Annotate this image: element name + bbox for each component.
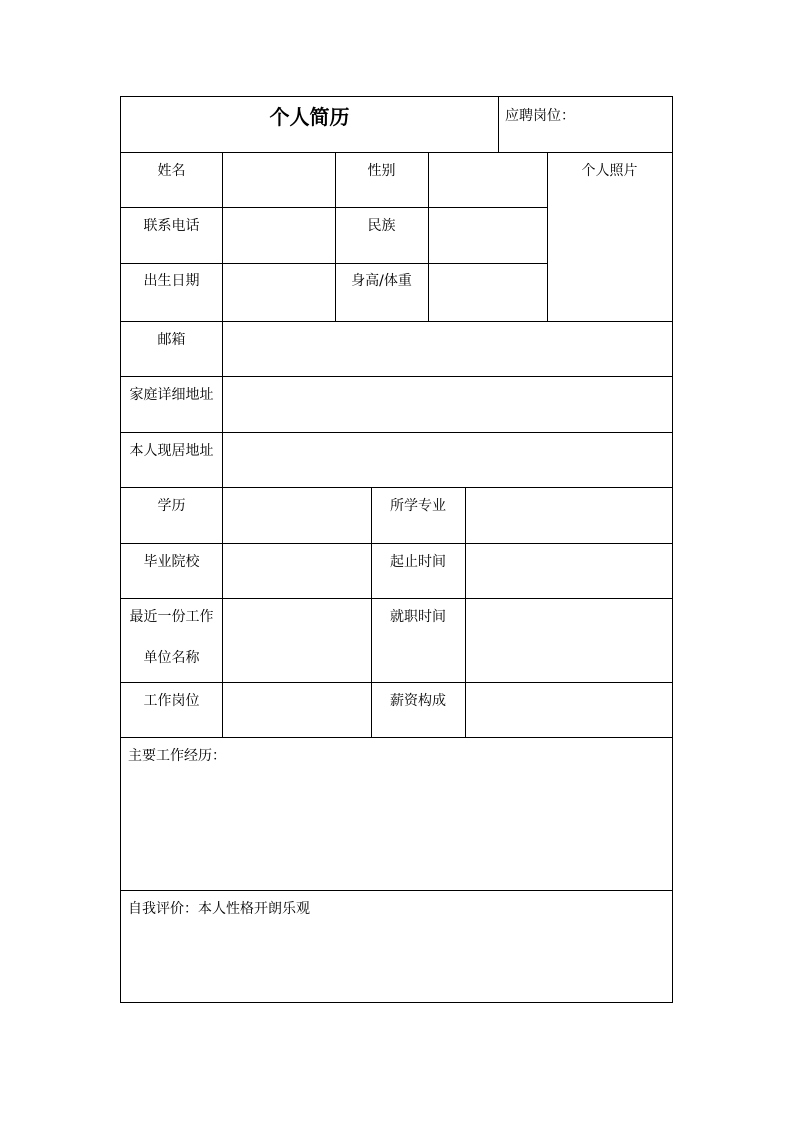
birthdate-field[interactable] — [223, 264, 335, 321]
phone-label: 联系电话 — [143, 218, 200, 234]
home-address-field[interactable] — [223, 377, 672, 432]
recent-employer-label-line1: 最近一份工作 — [129, 609, 214, 625]
birthdate-label: 出生日期 — [143, 273, 200, 289]
school-field[interactable] — [223, 544, 371, 598]
job-position-field[interactable] — [223, 683, 371, 737]
work-experience-label: 主要工作经历： — [128, 748, 226, 764]
home-address-label: 家庭详细地址 — [129, 387, 214, 403]
height-weight-field[interactable] — [429, 264, 547, 321]
phone-field[interactable] — [223, 208, 335, 263]
major-label: 所学专业 — [390, 498, 446, 514]
row-divider — [121, 890, 672, 891]
apply-position-field[interactable] — [581, 99, 669, 149]
current-address-field[interactable] — [223, 433, 672, 487]
current-address-label: 本人现居地址 — [129, 443, 214, 459]
gender-label: 性别 — [367, 163, 396, 179]
self-evaluation-text: 自我评价：本人性格开朗乐观 — [128, 901, 310, 917]
period-field[interactable] — [466, 544, 672, 598]
col-divider — [498, 97, 499, 152]
page-title: 个人简历 — [269, 105, 350, 129]
gender-field[interactable] — [429, 153, 547, 207]
job-position-label: 工作岗位 — [143, 693, 200, 709]
apply-position-label: 应聘岗位： — [505, 108, 575, 124]
tenure-label: 就职时间 — [390, 609, 446, 625]
email-field[interactable] — [223, 322, 672, 376]
height-weight-label: 身高/体重 — [351, 273, 412, 289]
tenure-field[interactable] — [466, 599, 672, 682]
row-divider — [121, 152, 672, 153]
major-field[interactable] — [466, 488, 672, 543]
salary-label: 薪资构成 — [390, 693, 446, 709]
recent-employer-field[interactable] — [223, 599, 371, 682]
row-divider — [121, 737, 672, 738]
recent-employer-label-line2: 单位名称 — [143, 650, 200, 666]
name-label: 姓名 — [157, 163, 186, 179]
degree-field[interactable] — [223, 488, 371, 543]
photo-label: 个人照片 — [581, 163, 638, 179]
work-experience-field[interactable] — [122, 769, 672, 889]
salary-field[interactable] — [466, 683, 672, 737]
resume-form — [120, 96, 673, 1003]
self-evaluation-field[interactable] — [122, 922, 672, 1002]
school-label: 毕业院校 — [143, 554, 200, 570]
photo-area[interactable] — [548, 182, 672, 320]
ethnicity-label: 民族 — [367, 218, 396, 234]
ethnicity-field[interactable] — [429, 208, 547, 263]
degree-label: 学历 — [157, 498, 186, 514]
period-label: 起止时间 — [390, 554, 446, 570]
name-field[interactable] — [223, 153, 335, 207]
email-label: 邮箱 — [157, 332, 186, 348]
